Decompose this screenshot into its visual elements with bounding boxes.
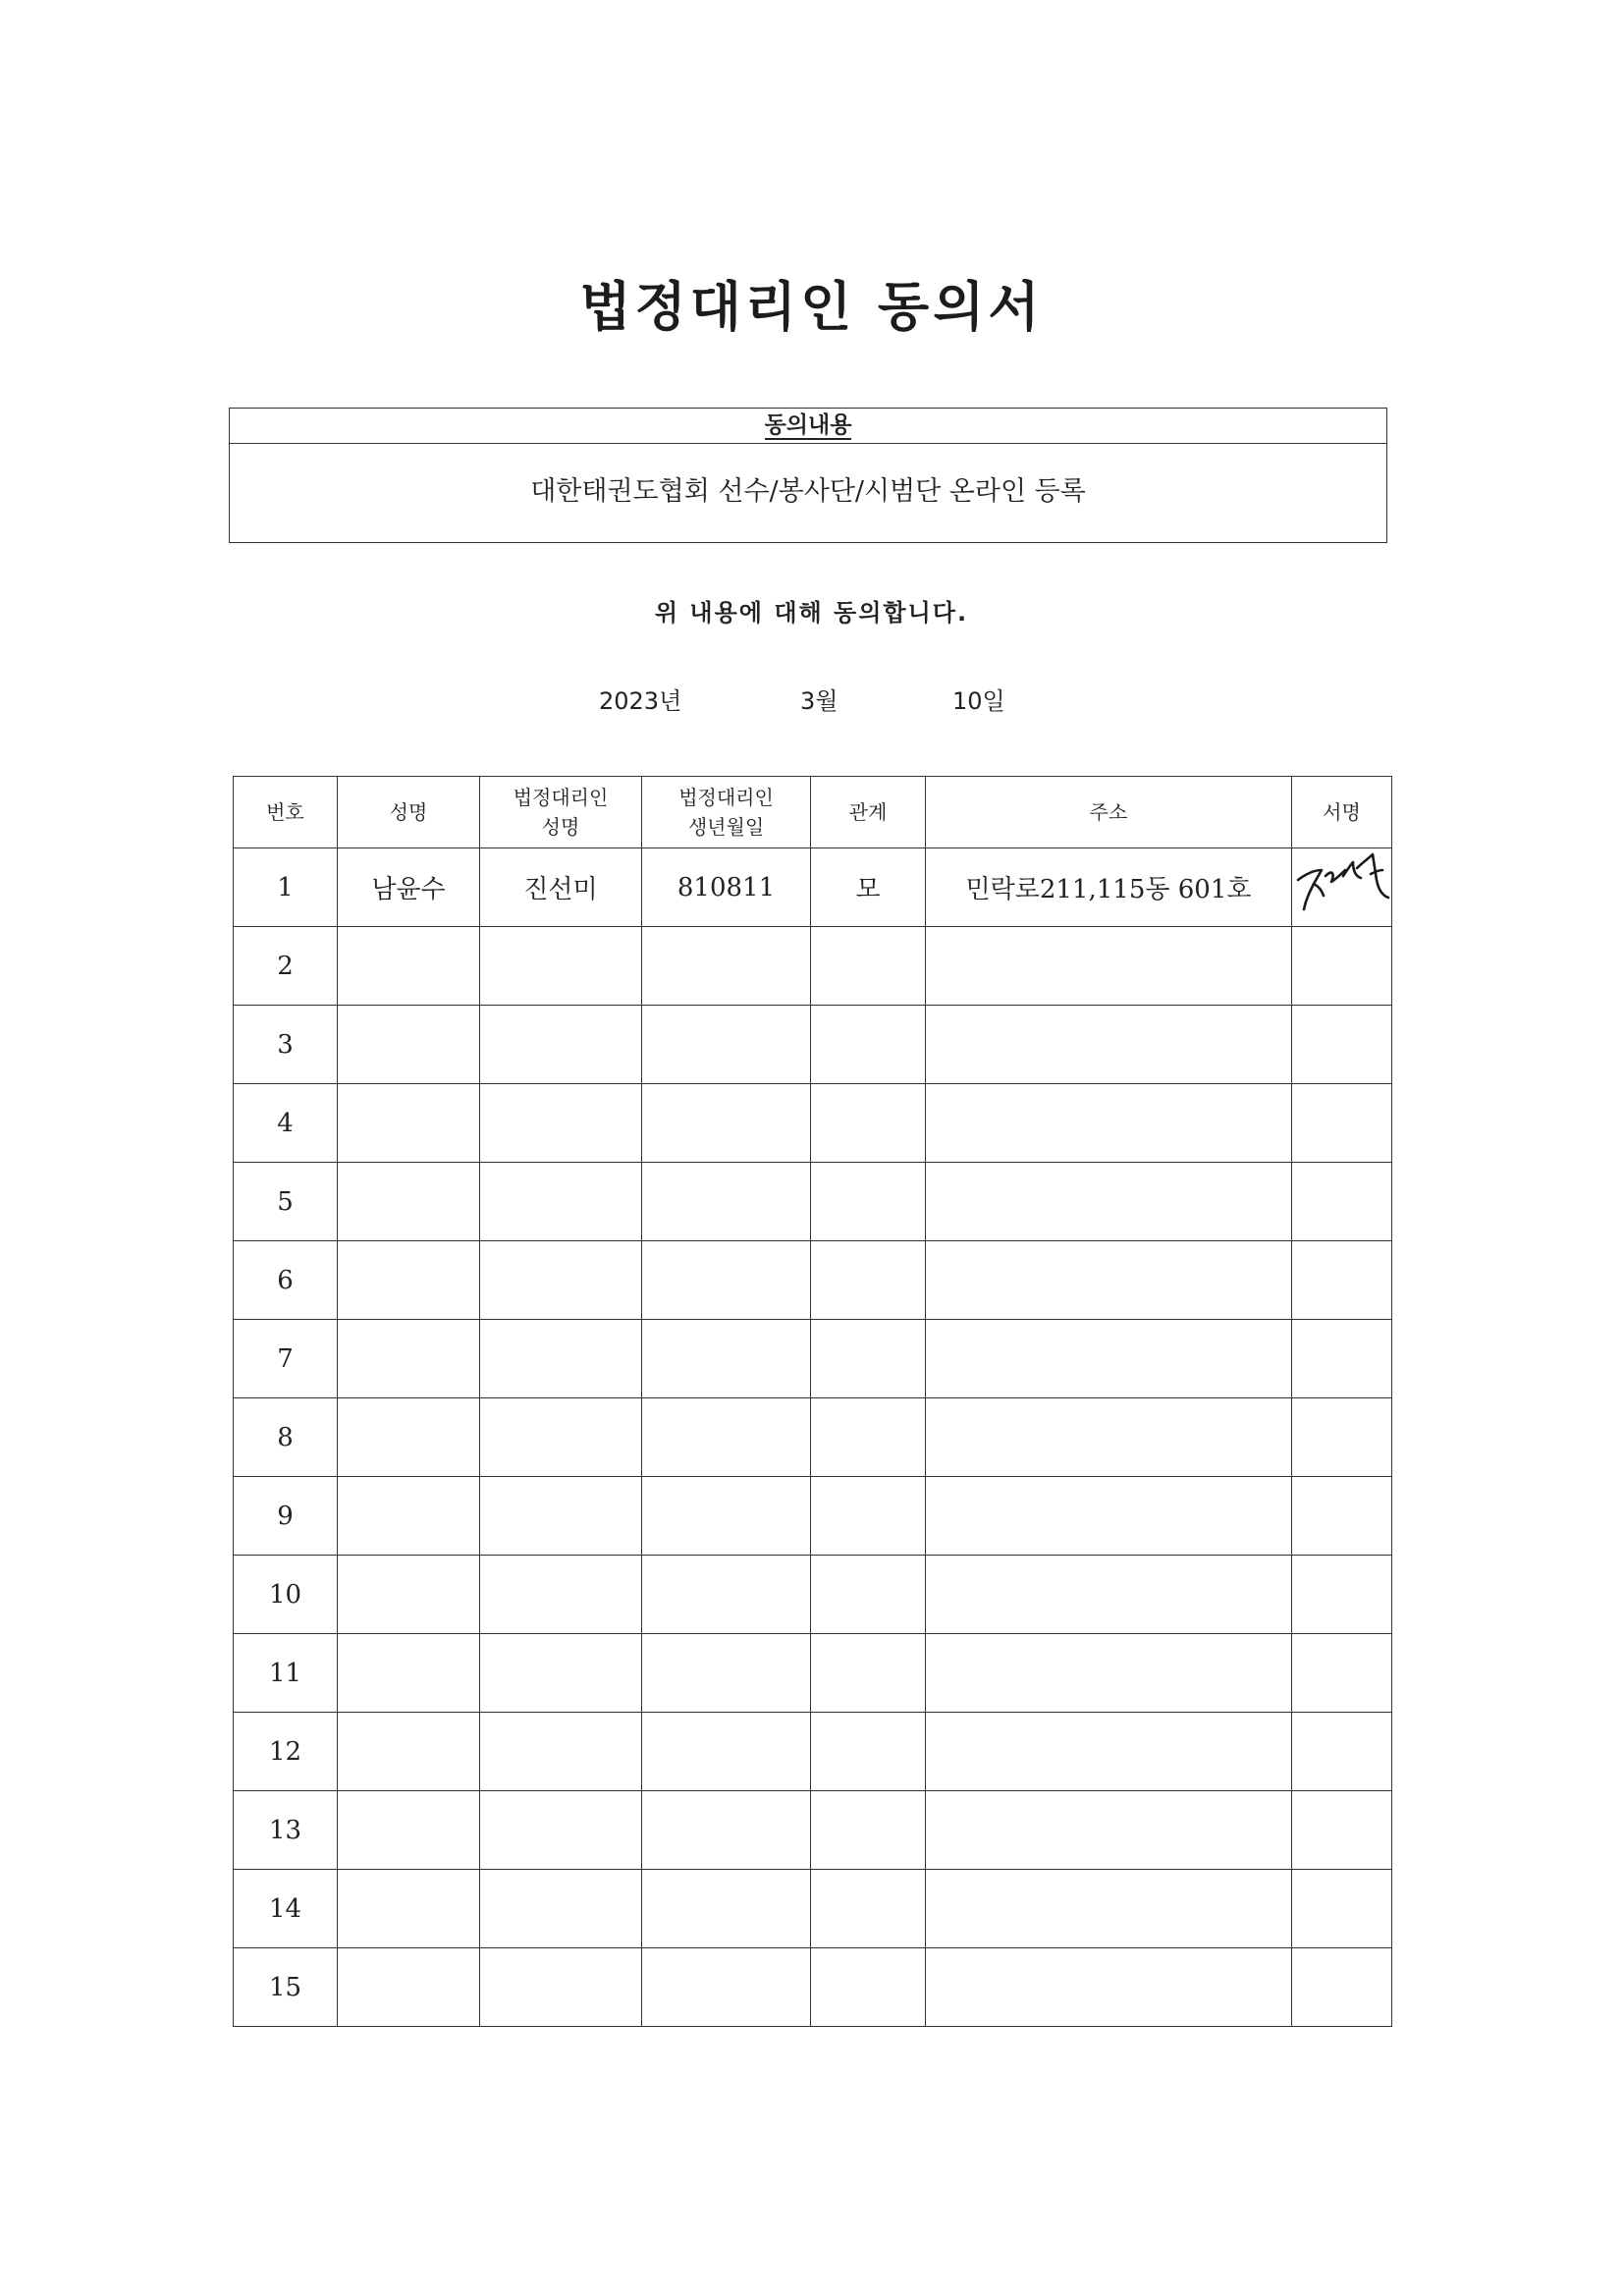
agreement-statement: 위 내용에 대해 동의합니다. xyxy=(654,599,969,627)
row-relation xyxy=(811,1006,926,1084)
row-relation xyxy=(811,1634,926,1713)
row-guardian-birth xyxy=(642,927,811,1006)
table-row xyxy=(234,1556,1392,1634)
row-name xyxy=(338,1163,480,1241)
row-no: 8 xyxy=(234,1398,338,1477)
row-guardian-name xyxy=(480,1084,642,1163)
row-name xyxy=(338,1634,480,1713)
row-name xyxy=(338,1398,480,1477)
row-relation xyxy=(811,1556,926,1634)
row-no: 14 xyxy=(234,1870,338,1948)
row-relation xyxy=(811,1398,926,1477)
row-no: 15 xyxy=(234,1948,338,2027)
header-name: 성명 xyxy=(338,777,480,848)
row-relation xyxy=(811,1791,926,1870)
row-no: 2 xyxy=(234,927,338,1006)
row-relation xyxy=(811,1477,926,1556)
row-signature xyxy=(1292,1948,1392,2027)
row-no: 5 xyxy=(234,1163,338,1241)
row-guardian-birth xyxy=(642,1477,811,1556)
table-row xyxy=(234,1713,1392,1791)
header-address: 주소 xyxy=(926,777,1292,848)
row-guardian-birth xyxy=(642,1163,811,1241)
row-guardian-birth: 810811 xyxy=(642,848,811,927)
row-address xyxy=(926,927,1292,1006)
row-relation xyxy=(811,1948,926,2027)
row-relation xyxy=(811,1713,926,1791)
table-row xyxy=(234,927,1392,1006)
table-row xyxy=(234,1084,1392,1163)
date-day: 10일 xyxy=(952,687,1005,715)
row-address xyxy=(926,1241,1292,1320)
consent-box xyxy=(229,408,1387,543)
row-no: 7 xyxy=(234,1320,338,1398)
consent-header-label: 동의내용 xyxy=(764,412,852,438)
header-guardian-name-line2: 성명 xyxy=(541,815,580,839)
row-guardian-birth xyxy=(642,1948,811,2027)
row-no: 12 xyxy=(234,1713,338,1791)
row-name xyxy=(338,927,480,1006)
row-address xyxy=(926,1713,1292,1791)
row-signature xyxy=(1292,1006,1392,1084)
row-address xyxy=(926,1791,1292,1870)
row-guardian-birth xyxy=(642,1791,811,1870)
row-name xyxy=(338,1870,480,1948)
table-row xyxy=(234,1477,1392,1556)
row-guardian-name xyxy=(480,1477,642,1556)
row-guardian-birth xyxy=(642,1320,811,1398)
table-row xyxy=(234,1241,1392,1320)
row-address xyxy=(926,1320,1292,1398)
row-guardian-name xyxy=(480,1634,642,1713)
header-signature: 서명 xyxy=(1292,777,1392,848)
row-address xyxy=(926,1398,1292,1477)
row-guardian-birth xyxy=(642,1006,811,1084)
row-signature xyxy=(1292,1556,1392,1634)
signature-stroke xyxy=(1343,862,1361,878)
row-relation xyxy=(811,1241,926,1320)
row-signature xyxy=(1292,1634,1392,1713)
row-signature xyxy=(1292,1713,1392,1791)
row-relation xyxy=(811,927,926,1006)
row-name xyxy=(338,1320,480,1398)
row-name: 남윤수 xyxy=(338,848,480,927)
row-address: 민락로211,115동 601호 xyxy=(926,848,1292,927)
row-guardian-name xyxy=(480,927,642,1006)
row-guardian-name xyxy=(480,1006,642,1084)
header-guardian-birth xyxy=(642,777,811,848)
row-relation xyxy=(811,1084,926,1163)
row-guardian-name xyxy=(480,1163,642,1241)
row-address xyxy=(926,1948,1292,2027)
row-no: 11 xyxy=(234,1634,338,1713)
row-no: 9 xyxy=(234,1477,338,1556)
row-no: 3 xyxy=(234,1006,338,1084)
header-relation: 관계 xyxy=(811,777,926,848)
row-relation xyxy=(811,1320,926,1398)
signature-stroke xyxy=(1298,870,1322,909)
table-row xyxy=(234,848,1392,927)
page-title: 법정대리인 동의서 xyxy=(579,276,1044,338)
row-no: 10 xyxy=(234,1556,338,1634)
row-signature xyxy=(1292,1320,1392,1398)
row-name xyxy=(338,1477,480,1556)
date-year: 2023년 xyxy=(599,687,682,715)
row-guardian-birth xyxy=(642,1556,811,1634)
row-signature xyxy=(1292,1163,1392,1241)
guardian-consent-table xyxy=(233,776,1392,2027)
row-signature xyxy=(1292,1084,1392,1163)
handwritten-signature xyxy=(1292,841,1390,921)
row-relation xyxy=(811,1163,926,1241)
row-guardian-birth xyxy=(642,1870,811,1948)
table-row xyxy=(234,1870,1392,1948)
row-address xyxy=(926,1556,1292,1634)
row-name xyxy=(338,1948,480,2027)
signature-stroke xyxy=(1357,854,1388,898)
row-relation: 모 xyxy=(811,848,926,927)
row-address xyxy=(926,1084,1292,1163)
table-row xyxy=(234,1398,1392,1477)
table-body xyxy=(234,848,1392,2027)
row-guardian-name xyxy=(480,1398,642,1477)
table-row xyxy=(234,1163,1392,1241)
row-guardian-name xyxy=(480,1791,642,1870)
row-guardian-name xyxy=(480,1870,642,1948)
row-guardian-birth xyxy=(642,1084,811,1163)
header-guardian-birth-line2: 생년월일 xyxy=(687,815,765,839)
row-signature xyxy=(1292,1398,1392,1477)
consent-header xyxy=(230,409,1386,444)
row-guardian-name xyxy=(480,1241,642,1320)
table-row xyxy=(234,1634,1392,1713)
row-guardian-name: 진선미 xyxy=(480,848,642,927)
row-guardian-birth xyxy=(642,1241,811,1320)
row-address xyxy=(926,1163,1292,1241)
row-signature xyxy=(1292,848,1392,927)
row-no: 13 xyxy=(234,1791,338,1870)
row-guardian-birth xyxy=(642,1713,811,1791)
row-relation xyxy=(811,1870,926,1948)
table-row xyxy=(234,1791,1392,1870)
row-no: 1 xyxy=(234,848,338,927)
row-name xyxy=(338,1713,480,1791)
date-month: 3월 xyxy=(800,687,839,715)
row-guardian-name xyxy=(480,1713,642,1791)
row-address xyxy=(926,1870,1292,1948)
row-signature xyxy=(1292,1870,1392,1948)
row-signature xyxy=(1292,1241,1392,1320)
row-name xyxy=(338,1791,480,1870)
row-name xyxy=(338,1556,480,1634)
row-guardian-birth xyxy=(642,1634,811,1713)
row-address xyxy=(926,1006,1292,1084)
row-name xyxy=(338,1084,480,1163)
row-guardian-name xyxy=(480,1556,642,1634)
row-address xyxy=(926,1477,1292,1556)
header-no: 번호 xyxy=(234,777,338,848)
header-guardian-birth-line1: 법정대리인 xyxy=(678,786,774,809)
row-guardian-name xyxy=(480,1948,642,2027)
row-signature xyxy=(1292,1477,1392,1556)
row-address xyxy=(926,1634,1292,1713)
row-signature xyxy=(1292,927,1392,1006)
row-no: 6 xyxy=(234,1241,338,1320)
row-name xyxy=(338,1006,480,1084)
row-guardian-name xyxy=(480,1320,642,1398)
signature-stroke xyxy=(1314,884,1324,896)
row-signature xyxy=(1292,1791,1392,1870)
row-no: 4 xyxy=(234,1084,338,1163)
row-name xyxy=(338,1241,480,1320)
consent-body: 대한태권도협회 선수/봉사단/시범단 온라인 등록 xyxy=(530,476,1086,507)
header-guardian-name-line1: 법정대리인 xyxy=(513,786,609,809)
header-guardian-name xyxy=(480,777,642,848)
table-row xyxy=(234,1006,1392,1084)
table-row xyxy=(234,1948,1392,2027)
row-guardian-birth xyxy=(642,1398,811,1477)
table-header-row xyxy=(234,777,1392,848)
table-row xyxy=(234,1320,1392,1398)
